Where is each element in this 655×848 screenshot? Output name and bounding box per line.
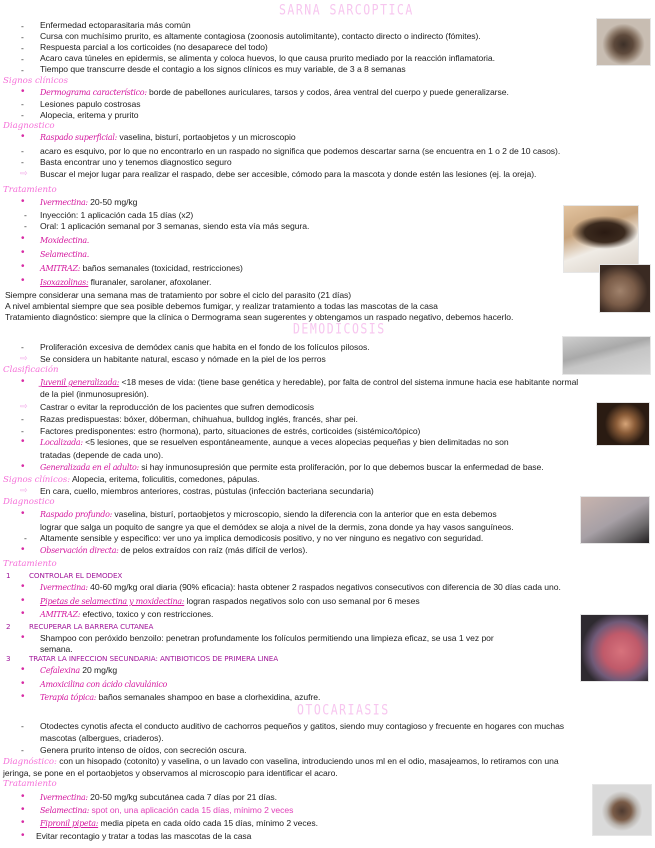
demo-razas: Razas predispuestas: bóxer, dóberman, chihuahua, bulldog inglés, francés, shar pei. (40, 414, 358, 424)
sarna-raspado: Raspado superficial: vaselina, bisturí, portaobjetos y un microscopio (40, 132, 296, 142)
demo-sensible: Altamente sensible y especifico: ver uno ya implica demodicosis positivo, y no ver ninguno es negativo con seguridad. (40, 533, 484, 543)
arrow-icon: ⇨ (20, 401, 28, 411)
sarna-signo-2: Alopecia, eritema y prurito (40, 110, 139, 120)
sarna-intro-5: Tiempo que transcurre desde el contagio a los signos clínicos es muy variable, de 3 a 8 semanas (40, 64, 406, 74)
sarcoptes-mite-image (596, 18, 651, 66)
oto-diagnostico: Diagnóstico: con un hisopado (cotonito) y vaselina, o un lavado con vaselina, introduciendo unos ml en el odio, masajeamos, lo retiramos con una (3, 756, 559, 767)
dermograma-label: Dermograma característico: (40, 88, 147, 97)
oto-diagnostico-2: jeringa, se pone en el portaobjetos y observamos al microscopio para identificar el acaro. (3, 768, 338, 778)
dash-icon: - (21, 99, 24, 109)
bullet-icon: • (21, 275, 25, 286)
oto-intro-3: Genera prurito intenso de oídos, con secreción oscura. (40, 745, 247, 755)
sarna-note-3: Tratamiento diagnóstico: siempre que la clínica o Dermograma sean sugerentes y obtengamos un raspado negativo, debemos hacerlo. (5, 312, 514, 322)
otodectes-mite-image (592, 784, 652, 836)
dash-icon: - (21, 65, 24, 75)
oto-ivermectina: Ivermectina: 20-50 mg/kg subcutánea cada 7 días por 21 días. (40, 792, 278, 802)
bullet-icon: • (21, 233, 25, 244)
demo-pipetas: Pipetas de selamectina y moxidectina: logran raspados negativos solo con uso semanal por 6 meses (40, 596, 420, 606)
sarna-ivermectina: Ivermectina: 20-50 mg/kg (40, 197, 138, 207)
skin-lesion-image (599, 264, 651, 313)
demo-tratamiento-heading: Tratamiento (3, 559, 57, 569)
sarna-selamectina: Selamectina. (40, 250, 89, 259)
demo-ivermectina: Ivermectina: 40-60 mg/kg oral diaria (90% eficacia): hasta obtener 2 raspados negativos consecutivos con diferencia de 30 días cada uno. (40, 582, 561, 592)
oto-intro-2: mascotas (albergues, criaderos). (40, 733, 164, 743)
bullet-icon: • (21, 436, 25, 447)
sarna-intro-3: Respuesta parcial a los corticoides (no desaparece del todo) (40, 42, 268, 52)
sarna-diagnostico-heading: Diagnostico (3, 121, 55, 131)
sarna-diag-arrow: Buscar el mejor lugar para realizar el raspado, debe ser accesible, cómodo para la mascota y donde estén las lesiones (ej. la oreja). (40, 169, 537, 179)
dash-icon: - (21, 110, 24, 120)
dash-icon: - (24, 533, 27, 543)
oto-tratamiento-heading: Tratamiento (3, 779, 57, 789)
dash-icon: - (21, 426, 24, 436)
dash-icon: - (21, 342, 24, 352)
bullet-icon: • (21, 544, 25, 555)
bullet-icon: • (21, 608, 25, 619)
dash-icon: - (21, 54, 24, 64)
localized-demodex-image (596, 402, 650, 446)
arrow-icon: ⇨ (20, 168, 28, 178)
dash-icon: - (24, 221, 27, 231)
bullet-icon: • (21, 581, 25, 592)
demo-juvenil-2: de la piel (inmunosupresión). (40, 389, 149, 399)
demo-terapia: Terapia tópica: baños semanales shampoo en base a clorhexidina, azufre. (40, 692, 321, 702)
demo-step-1: 1 CONTROLAR EL DEMODEX (6, 571, 123, 580)
demo-localizada-2: tratadas (depende de cada uno). (40, 450, 164, 460)
sarna-diag-1: acaro es esquivo, por lo que no encontrarlo en un raspado no significa que podemos descartar sarna (se encuentra en 1 o 2 de 10 casos). (40, 146, 561, 156)
demo-cefalexina: Cefalexina 20 mg/kg (40, 665, 118, 675)
demo-factores: Factores predisponentes: estro (hormona), parto, situaciones de estrés, corticoides (sistémico/tópico) (40, 426, 421, 436)
demo-adulto: Generalizada en el adulto: si hay inmunosupresión que permite esta proliferación, por lo que debemos buscar la enfermedad de base. (40, 462, 544, 472)
demo-amoxicilina: Amoxicilina con ácido clavulánico (40, 680, 168, 689)
dash-icon: - (21, 414, 24, 424)
sarna-dermograma: Dermograma característico: borde de pabellones auriculares, tarsos y codos, área ventral del cuerpo y puede generalizarse. (40, 87, 509, 97)
dash-icon: - (21, 43, 24, 53)
demo-step-2: 2 RECUPERAR LA BARRERA CUTANEA (6, 622, 154, 631)
bullet-icon: • (21, 196, 25, 207)
dash-icon: - (21, 745, 24, 755)
bullet-icon: • (21, 817, 25, 828)
bullet-icon: • (21, 791, 25, 802)
demo-observacion: Observación directa: de pelos extraídos con raíz (más difícil de verlos). (40, 545, 308, 555)
sarna-amitraz: AMITRAZ: baños semanales (toxicidad, restricciones) (40, 263, 243, 273)
demo-clasificacion-heading: Clasificación (3, 365, 59, 375)
oto-fipronil: Fipronil pipeta: media pipeta en cada oído cada 15 días, mínimo 2 veces. (40, 818, 318, 828)
demo-juvenil: Juvenil generalizada: <18 meses de vida: (tiene base genética y heredable), por falta de control del sistema inmune hacia ese habitante normal (40, 377, 579, 387)
otocariasis-title: OTOCARIASIS (297, 700, 390, 718)
pyoderma-skin-image (580, 614, 649, 682)
demo-raspado-2: lograr que salga un poquito de sangre ya que el demódex se aloja a nivel de la dermis, zona donde ya hay vasos sanguíneos. (40, 522, 514, 532)
bullet-icon: • (21, 86, 25, 97)
dog-with-mange-image (563, 205, 639, 273)
sarna-iver-sub-2: Oral: 1 aplicación semanal por 3 semanas, siendo esta vía más segura. (40, 221, 310, 231)
demo-signos-arrow: En cara, cuello, miembros anteriores, costras, pústulas (infección bacteriana secundaria) (40, 486, 374, 496)
raspado-superficial-label: Raspado superficial: (40, 133, 117, 142)
bullet-icon: • (21, 595, 25, 606)
sarna-tratamiento-heading: Tratamiento (3, 185, 57, 195)
arrow-icon: ⇨ (20, 485, 28, 495)
demo-shampoo: Shampoo con peróxido benzoilo: penetran profundamente los folículos permitiendo una limpieza eficaz, se usa 1 vez por (40, 633, 494, 643)
sarna-note-1: Siempre considerar una semana mas de tratamiento por sobre el ciclo del parasito (21 días) (5, 290, 352, 300)
dash-icon: - (21, 32, 24, 42)
dash-icon: - (24, 210, 27, 220)
bullet-icon: • (21, 508, 25, 519)
bullet-icon: • (21, 247, 25, 258)
sarna-signo-1: Lesiones papulo costrosas (40, 99, 141, 109)
dash-icon: - (21, 157, 24, 167)
sarna-iver-sub-1: Inyección: 1 aplicación cada 15 días (x2) (40, 210, 194, 220)
bullet-icon: • (21, 678, 25, 689)
demo-step-3: 3 TRATAR LA INFECCION SECUNDARIA: ANTIBIOTICOS DE PRIMERA LINEA (6, 654, 279, 663)
arrow-icon: ⇨ (20, 353, 28, 363)
sarna-isoxazolinas: Isoxazolinas: fluranaler, sarolaner, afoxolaner. (40, 277, 212, 287)
dash-icon: - (21, 21, 24, 31)
bullet-icon: • (21, 261, 25, 272)
demo-intro-arrow: Se considera un habitante natural, escaso y nómade en la piel de los perros (40, 354, 326, 364)
demodex-micro-image (562, 336, 651, 375)
dash-icon: - (21, 146, 24, 156)
sarna-title: SARNA SARCOPTICA (279, 0, 414, 18)
demodicosis-title: DEMODICOSIS (293, 319, 386, 337)
bullet-icon: • (21, 461, 25, 472)
demo-signos: Signos clínicos: Alopecia, eritema, foliculitis, comedones, pápulas. (3, 474, 260, 485)
sarna-moxidectina: Moxidectina. (40, 236, 90, 245)
sarna-intro-4: Acaro cava túneles en epidermis, se alimenta y coloca huevos, lo que causa prurito mediado por la reacción inflamatoria. (40, 53, 495, 63)
demo-diagnostico-heading: Diagnostico (3, 497, 55, 507)
dash-icon: - (21, 721, 24, 731)
oto-intro-1: Otodectes cynotis afecta el conducto auditivo de cachorros pequeños y gatitos, siendo muy contagioso y frecuente en hogares con muchas (40, 721, 565, 731)
demo-shampoo-2: semana. (40, 644, 73, 654)
bullet-icon: • (21, 691, 25, 702)
sarna-intro-2: Cursa con muchísimo prurito, es altamente contagiosa (zoonosis autolimitante), contacto directo o indirecto (fómites). (40, 31, 481, 41)
oto-selamectina: Selamectina: spot on, una aplicación cada 15 días, mínimo 2 veces (40, 805, 294, 815)
sarna-intro-1: Enfermedad ectoparasitaria más común (40, 20, 191, 30)
bullet-icon: • (21, 804, 25, 815)
demo-amitraz: AMITRAZ: efectivo, toxico y con restricciones. (40, 609, 214, 619)
sarna-diag-2: Basta encontrar uno y tenemos diagnostico seguro (40, 157, 232, 167)
ivermectina-label: Ivermectina: (40, 198, 88, 207)
demo-localizada: Localizada: <5 lesiones, que se resuelven espontáneamente, aunque a veces alopecias pequeñas y bien delimitadas no son (40, 437, 509, 447)
bullet-icon: • (21, 131, 25, 142)
bullet-icon: • (21, 632, 25, 643)
demo-intro: Proliferación excesiva de demódex canis que habita en el fondo de los folículos pilosos. (40, 342, 370, 352)
demo-castrar: Castrar o evitar la reproducción de los pacientes que sufren demodicosis (40, 402, 314, 412)
demo-raspado: Raspado profundo: vaselina, bisturí, portaobjetos y microscopio, siendo la diferencia con la anterior que en esta debemos (40, 509, 497, 519)
sarna-note-2: A nivel ambiental siempre que sea posible debemos fumigar, y realizar tratamiento a todas las mascotas de la casa (5, 301, 438, 311)
bullet-icon: • (21, 664, 25, 675)
bullet-icon: • (21, 830, 25, 841)
sarna-signos-heading: Signos clínicos (3, 76, 68, 86)
bullet-icon: • (21, 376, 25, 387)
deep-scraping-skin-image (580, 496, 650, 544)
oto-evitar: Evitar recontagio y tratar a todas las mascotas de la casa (36, 831, 252, 841)
